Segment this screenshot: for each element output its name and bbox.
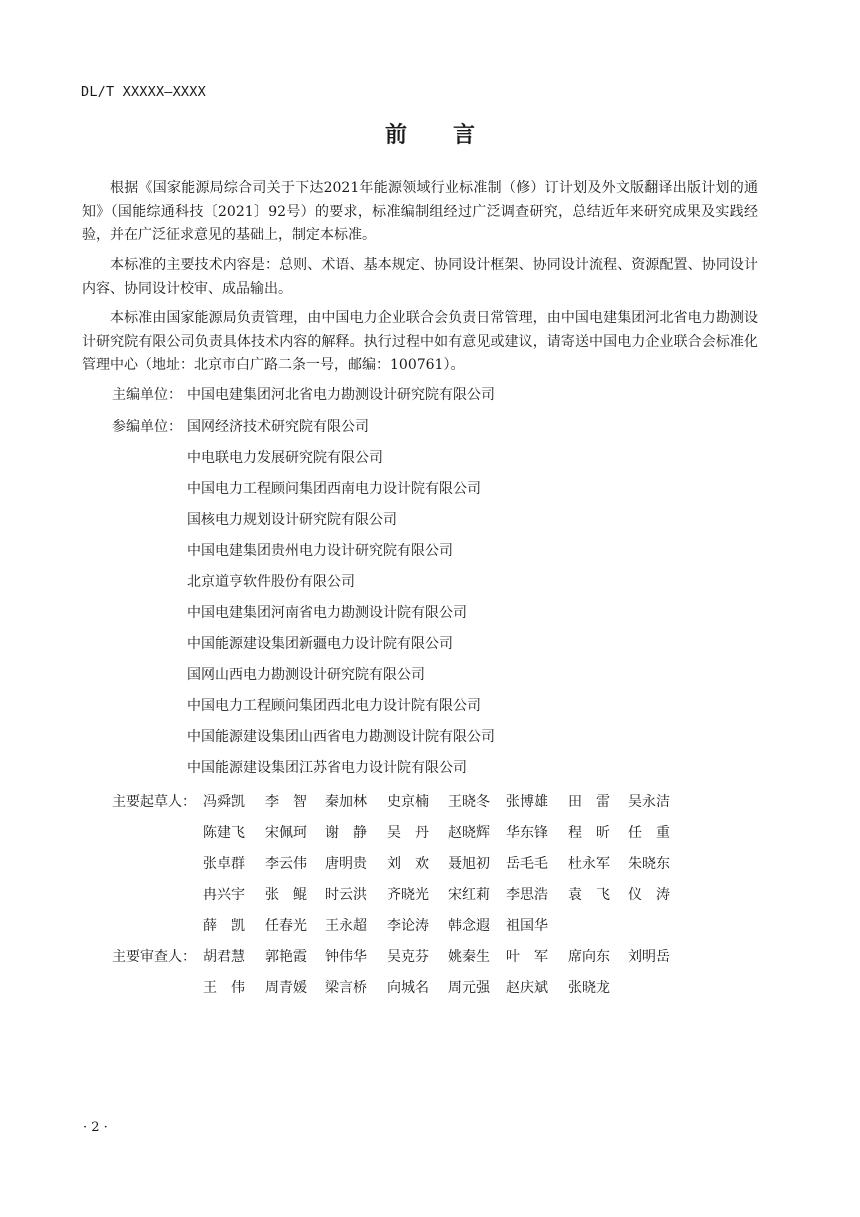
participating-unit-item: 中国能源建设集团山西省电力勘测设计院有限公司 [187, 729, 495, 745]
drafter-name: 李云伟 [265, 856, 307, 872]
participating-unit-item: 北京道亨软件股份有限公司 [187, 574, 355, 590]
drafter-name: 袁 飞 [568, 887, 610, 903]
drafter-name: 李 智 [265, 794, 307, 810]
drafter-name: 谢 静 [325, 825, 367, 841]
reviewer-name: 胡君慧 [203, 949, 245, 965]
drafter-name: 齐晓光 [387, 887, 429, 903]
drafter-name: 宋红莉 [448, 887, 490, 903]
chief-unit-value: 中国电建集团河北省电力勘测设计研究院有限公司 [187, 387, 495, 403]
drafter-name: 宋佩珂 [265, 825, 307, 841]
drafter-name: 冉兴宇 [203, 887, 245, 903]
reviewer-name: 梁言桥 [325, 980, 367, 996]
drafter-name: 韩念遐 [448, 918, 490, 934]
drafter-name: 史京楠 [387, 794, 429, 810]
participating-unit-item: 国网山西电力勘测设计研究院有限公司 [187, 667, 425, 683]
chief-unit-label: 主编单位： [112, 387, 182, 403]
participating-unit-item: 国核电力规划设计研究院有限公司 [187, 512, 397, 528]
participating-unit-item: 中国能源建设集团新疆电力设计院有限公司 [187, 636, 453, 652]
drafter-name: 杜永军 [568, 856, 610, 872]
drafter-name: 秦加林 [325, 794, 367, 810]
participating-unit-item: 中国电力工程顾问集团西南电力设计院有限公司 [187, 481, 481, 497]
drafter-name: 刘 欢 [387, 856, 429, 872]
drafter-name: 岳毛毛 [506, 856, 548, 872]
title-char-1: 前 [384, 123, 407, 148]
drafter-name: 吴 丹 [387, 825, 429, 841]
drafter-name: 仪 涛 [628, 887, 670, 903]
reviewer-name: 赵庆斌 [506, 980, 548, 996]
participating-unit-item: 国网经济技术研究院有限公司 [187, 419, 369, 435]
reviewer-name: 王 伟 [203, 980, 245, 996]
reviewer-name: 郭艳霞 [265, 949, 307, 965]
drafter-name: 张卓群 [203, 856, 245, 872]
drafter-name: 华东锋 [506, 825, 548, 841]
reviewer-name: 吴克芬 [387, 949, 429, 965]
drafter-name: 冯舜凯 [203, 794, 245, 810]
drafter-name: 任 重 [628, 825, 670, 841]
drafter-name: 张博雄 [506, 794, 548, 810]
participating-unit-item: 中国能源建设集团江苏省电力设计院有限公司 [187, 760, 467, 776]
drafter-name: 张 鲲 [265, 887, 307, 903]
drafter-name: 聂旭初 [448, 856, 490, 872]
drafter-name: 程 昕 [568, 825, 610, 841]
page-number: · 2 · [83, 1120, 108, 1135]
title-char-2: 言 [453, 123, 476, 148]
reviewer-name: 张晓龙 [568, 980, 610, 996]
reviewer-name: 刘明岳 [628, 949, 670, 965]
drafter-name: 陈建飞 [203, 825, 245, 841]
reviewer-name: 周元强 [448, 980, 490, 996]
drafter-name: 唐明贵 [325, 856, 367, 872]
paragraph-basis: 根据《国家能源局综合司关于下达2021年能源领域行业标准制（修）订计划及外文版翻译出版计划的通知》（国能综通科技〔2021〕92号）的要求，标准编制组经过广泛调查研究，总结近年来研究成果及实践经验，并在广泛征求意见的基础上，制定本标准。 [82, 180, 758, 243]
participating-unit-item: 中国电建集团贵州电力设计研究院有限公司 [187, 543, 453, 559]
reviewer-name: 钟伟华 [325, 949, 367, 965]
drafter-name: 赵晓辉 [448, 825, 490, 841]
drafter-name: 任春光 [265, 918, 307, 934]
reviewer-name: 向城名 [387, 980, 429, 996]
reviewer-name: 周青媛 [265, 980, 307, 996]
participating-unit-item: 中国电建集团河南省电力勘测设计院有限公司 [187, 605, 467, 621]
participating-unit-item: 中电联电力发展研究院有限公司 [187, 450, 383, 466]
drafter-name: 朱晓东 [628, 856, 670, 872]
drafter-name: 田 雷 [568, 794, 610, 810]
drafter-name: 李论涛 [387, 918, 429, 934]
paragraph-content: 本标准的主要技术内容是：总则、术语、基本规定、协同设计框架、协同设计流程、资源配置、协同设计内容、协同设计校审、成品输出。 [82, 257, 758, 297]
drafter-name: 王永超 [325, 918, 367, 934]
reviewers-label: 主要审查人： [112, 949, 196, 965]
drafter-name: 祖国华 [506, 918, 548, 934]
drafter-name: 时云洪 [325, 887, 367, 903]
drafter-name: 薛 凯 [203, 918, 245, 934]
drafter-name: 王晓冬 [448, 794, 490, 810]
page-title [0, 118, 860, 149]
drafters-label: 主要起草人： [112, 794, 196, 810]
reviewer-name: 席向东 [568, 949, 610, 965]
drafter-name: 李思浩 [506, 887, 548, 903]
document-code: DL/T XXXXX—XXXX [81, 84, 206, 100]
drafter-name: 吴永洁 [628, 794, 670, 810]
participating-units-label: 参编单位： [112, 419, 182, 435]
reviewer-name: 叶 军 [506, 949, 548, 965]
reviewer-name: 姚秦生 [448, 949, 490, 965]
participating-unit-item: 中国电力工程顾问集团西北电力设计院有限公司 [187, 698, 481, 714]
paragraph-management: 本标准由国家能源局负责管理，由中国电力企业联合会负责日常管理，由中国电建集团河北省电力勘测设计研究院有限公司负责具体技术内容的解释。执行过程中如有意见或建议，请寄送中国电力企业联合会标准化管理中心（地址：北京市白广路二条一号，邮编：100761）。 [82, 310, 758, 373]
